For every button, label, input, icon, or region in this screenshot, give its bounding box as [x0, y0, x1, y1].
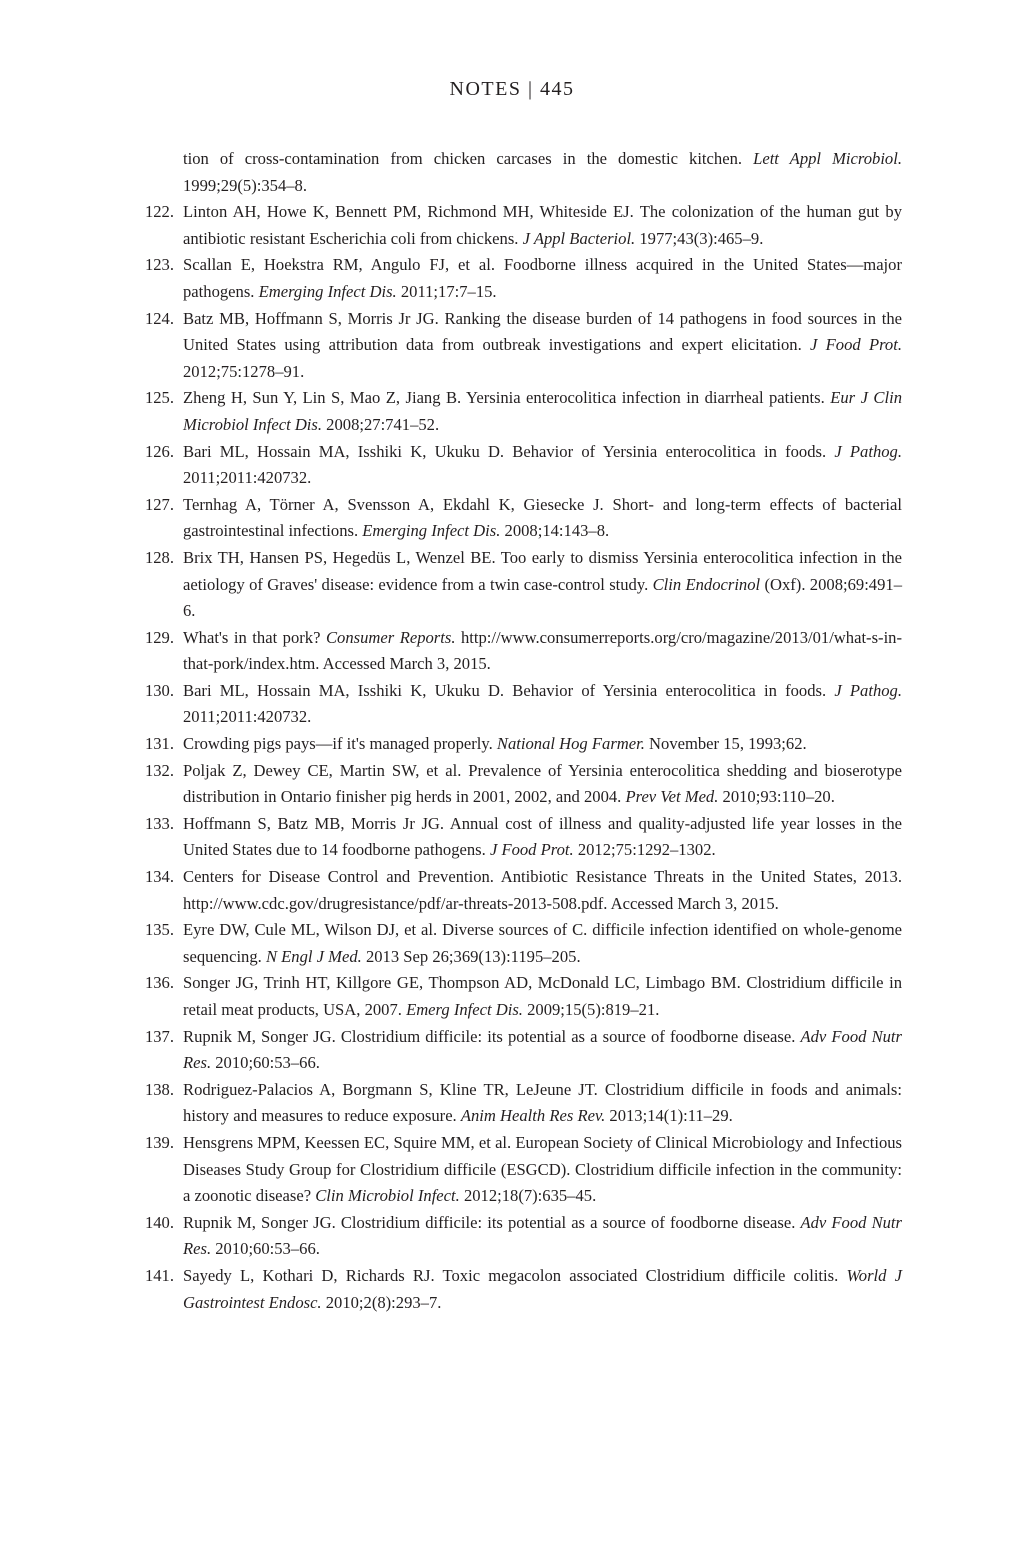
note-item	[136, 252, 902, 305]
journal-title: Adv Food Nutr Res.	[183, 1026, 902, 1073]
citation-text: Rupnik M, Songer JG. Clostridium difficile: its potential as a source of foodborne disease.	[183, 1026, 801, 1046]
citation-details: 2008;14:143–8.	[500, 521, 610, 541]
notes-list	[136, 146, 902, 1316]
note-number: 134.	[144, 867, 174, 887]
journal-title: N Engl J Med.	[265, 946, 362, 966]
citation-details: http://www.consumerreports.org/cro/magazine/2013/01/what-s-in-that-pork/index.htm. Accessed March 3, 2015.	[183, 627, 903, 674]
note-number: 126.	[144, 441, 174, 461]
page-number: 445	[539, 78, 575, 100]
journal-title: J Appl Bacteriol.	[522, 228, 636, 248]
note-number: 133.	[144, 813, 174, 833]
note-citation	[183, 492, 902, 545]
citation-text: Crowding pigs pays—if it's managed properly.	[183, 734, 497, 754]
citation-details: 2011;2011:420732.	[183, 468, 312, 488]
note-item	[136, 1263, 902, 1316]
note-citation	[183, 385, 902, 438]
note-item	[136, 306, 902, 386]
journal-title: J Food Prot.	[489, 840, 574, 860]
note-number: 139.	[144, 1132, 174, 1152]
note-item	[136, 492, 902, 545]
note-citation	[183, 439, 902, 492]
note-number: 136.	[144, 973, 174, 993]
citation-details: November 15, 1993;62.	[644, 734, 807, 754]
note-number: 131.	[144, 734, 174, 754]
note-citation	[183, 1130, 902, 1210]
citation-details: 2012;75:1278–91.	[183, 361, 305, 381]
note-number: 127.	[144, 494, 174, 514]
note-item	[136, 1130, 902, 1210]
citation-details: 2011;17:7–15.	[396, 281, 497, 301]
citation-text: Batz MB, Hoffmann S, Morris Jr JG. Ranking the disease burden of 14 pathogens in food sources in the United States using attribution data from outbreak investigations and expert elicitation.	[183, 308, 902, 355]
citation-details: 2008;27:741–52.	[322, 414, 440, 434]
page-header	[0, 78, 1024, 101]
note-number: 137.	[144, 1026, 174, 1046]
note-item	[136, 439, 902, 492]
citation-text: Eyre DW, Cule ML, Wilson DJ, et al. Diverse sources of C. difficile infection identified on whole-genome sequencing.	[183, 920, 902, 966]
citation-text: Centers for Disease Control and Prevention. Antibiotic Resistance Threats in the United States, 2013. http://www.cdc.gov/drugresistance/pdf/ar-threats-2013-508.pdf. Accessed March 3, 2015.	[183, 867, 902, 913]
citation-text: Rupnik M, Songer JG. Clostridium difficile: its potential as a source of foodborne disease.	[183, 1212, 801, 1232]
citation-text: Poljak Z, Dewey CE, Martin SW, et al. Prevalence of Yersinia enterocolitica shedding and bioserotype distribution in Ontario finisher pig herds in 2001, 2002, and 2004.	[183, 760, 902, 807]
note-citation	[183, 306, 902, 386]
note-number: 130.	[144, 680, 174, 700]
citation-details: 2013 Sep 26;369(13):1195–205.	[361, 946, 581, 966]
citation-details: 2009;15(5):819–21.	[522, 1000, 660, 1019]
note-citation	[183, 199, 902, 252]
note-citation	[183, 731, 902, 758]
note-citation	[183, 625, 902, 678]
citation-text: Hensgrens MPM, Keessen EC, Squire MM, et al. European Society of Clinical Microbiology and Infectious Diseases Study Group for Clostridium difficile (ESGCD). Clostridium difficile infection in the community: a zoonotic disease?	[183, 1132, 902, 1206]
citation-details: 2011;2011:420732.	[183, 707, 312, 727]
note-number: 129.	[144, 627, 174, 647]
note-citation	[183, 917, 902, 970]
citation-text: Bari ML, Hossain MA, Isshiki K, Ukuku D. Behavior of Yersinia enterocolitica in foods.	[183, 441, 835, 461]
note-citation	[183, 1263, 902, 1316]
journal-title: Clin Endocrinol	[652, 574, 761, 594]
journal-title: Anim Health Res Rev.	[460, 1106, 606, 1126]
citation-text: Ternhag A, Törner A, Svensson A, Ekdahl K, Giesecke J. Short- and long-term effects of bacterial gastrointestinal infections.	[183, 494, 902, 541]
citation-text: What's in that pork?	[183, 627, 326, 647]
citation-text: Linton AH, Howe K, Bennett PM, Richmond MH, Whiteside EJ. The colonization of the human gut by antibiotic resistant Escherichia coli from chickens.	[183, 202, 902, 248]
note-citation	[183, 252, 902, 305]
note-number: 140.	[144, 1212, 174, 1232]
header-separator: |	[527, 78, 534, 100]
journal-title: Adv Food Nutr Res.	[183, 1212, 902, 1259]
note-citation	[183, 970, 902, 1023]
citation-text: Hoffmann S, Batz MB, Morris Jr JG. Annual cost of illness and quality-adjusted life year losses in the United States due to 14 foodborne pathogens.	[183, 813, 902, 860]
citation-details: 2012;75:1292–1302.	[573, 840, 716, 860]
journal-title: J Food Prot.	[810, 335, 902, 355]
note-citation	[183, 758, 902, 811]
journal-title: Emerging Infect Dis.	[362, 521, 501, 541]
journal-title: Emerg Infect Dis.	[406, 1000, 523, 1019]
citation-details: 1999;29(5):354–8.	[183, 175, 307, 195]
citation-details: 2012;18(7):635–45.	[459, 1186, 597, 1206]
citation-text: Rodriguez-Palacios A, Borgmann S, Kline TR, LeJeune JT. Clostridium difficile in foods and animals: history and measures to reduce exposure.	[183, 1079, 902, 1126]
journal-title: World J Gastrointest Endosc.	[183, 1265, 902, 1312]
journal-title: Clin Microbiol Infect.	[315, 1186, 460, 1206]
journal-title: Lett Appl Microbiol.	[753, 149, 902, 168]
note-citation	[183, 1024, 902, 1077]
citation-text: Sayedy L, Kothari D, Richards RJ. Toxic megacolon associated Clostridium difficile colitis.	[183, 1265, 847, 1285]
citation-details: 2010;60:53–66.	[211, 1053, 320, 1073]
citation-details: 2010;60:53–66.	[211, 1239, 320, 1259]
journal-title: National Hog Farmer.	[496, 734, 645, 754]
note-item	[136, 758, 902, 811]
journal-title: J Pathog.	[834, 441, 902, 461]
note-citation	[183, 146, 902, 199]
citation-text: tion of cross-contamination from chicken carcases in the domestic kitchen.	[183, 149, 754, 168]
note-number: 141.	[144, 1265, 174, 1285]
note-item	[136, 385, 902, 438]
note-item	[136, 625, 902, 678]
note-citation	[183, 1210, 902, 1263]
note-item	[136, 1077, 902, 1130]
citation-text: Brix TH, Hansen PS, Hegedüs L, Wenzel BE. Too early to dismiss Yersinia enterocolitica infection in the aetiology of Graves' disease: evidence from a twin case-control study.	[183, 547, 902, 594]
journal-title: J Pathog.	[834, 680, 902, 700]
journal-title: Consumer Reports.	[325, 627, 456, 647]
note-number: 132.	[144, 760, 174, 780]
note-number: 138.	[144, 1079, 174, 1099]
note-item	[136, 1210, 902, 1263]
note-number: 123.	[144, 255, 174, 275]
note-citation	[183, 1077, 902, 1130]
note-item	[136, 864, 902, 917]
note-number: 135.	[144, 920, 174, 940]
citation-text: Songer JG, Trinh HT, Killgore GE, Thompson AD, McDonald LC, Limbago BM. Clostridium difficile in retail meat products, USA, 2007.	[183, 973, 902, 1019]
note-item	[136, 199, 902, 252]
note-number: 125.	[144, 388, 174, 408]
citation-details: 2010;2(8):293–7.	[321, 1292, 442, 1312]
note-item	[136, 146, 902, 199]
running-head: NOTES	[449, 78, 522, 100]
note-number: 122.	[144, 202, 174, 222]
note-number: 128.	[144, 547, 174, 567]
note-citation	[183, 678, 902, 731]
citation-details: 1977;43(3):465–9.	[635, 228, 764, 248]
citation-details: (Oxf). 2008;69:491–6.	[183, 574, 902, 621]
note-item	[136, 970, 902, 1023]
note-item	[136, 811, 902, 864]
citation-text: Scallan E, Hoekstra RM, Angulo FJ, et al. Foodborne illness acquired in the United States—major pathogens.	[183, 255, 902, 301]
note-citation	[183, 811, 902, 864]
journal-title: Prev Vet Med.	[625, 787, 719, 807]
citation-details: 2013;14(1):11–29.	[605, 1106, 733, 1126]
note-item	[136, 731, 902, 758]
note-item	[136, 545, 902, 625]
note-item	[136, 917, 902, 970]
note-citation	[183, 545, 902, 625]
note-item	[136, 678, 902, 731]
note-number: 124.	[144, 308, 174, 328]
note-citation	[183, 864, 902, 917]
citation-text: Zheng H, Sun Y, Lin S, Mao Z, Jiang B. Yersinia enterocolitica infection in diarrheal patients.	[183, 388, 831, 408]
note-item	[136, 1024, 902, 1077]
journal-title: Eur J Clin Microbiol Infect Dis.	[183, 388, 902, 434]
journal-title: Emerging Infect Dis.	[258, 281, 397, 301]
citation-text: Bari ML, Hossain MA, Isshiki K, Ukuku D. Behavior of Yersinia enterocolitica in foods.	[183, 680, 835, 700]
citation-details: 2010;93:110–20.	[718, 787, 835, 807]
